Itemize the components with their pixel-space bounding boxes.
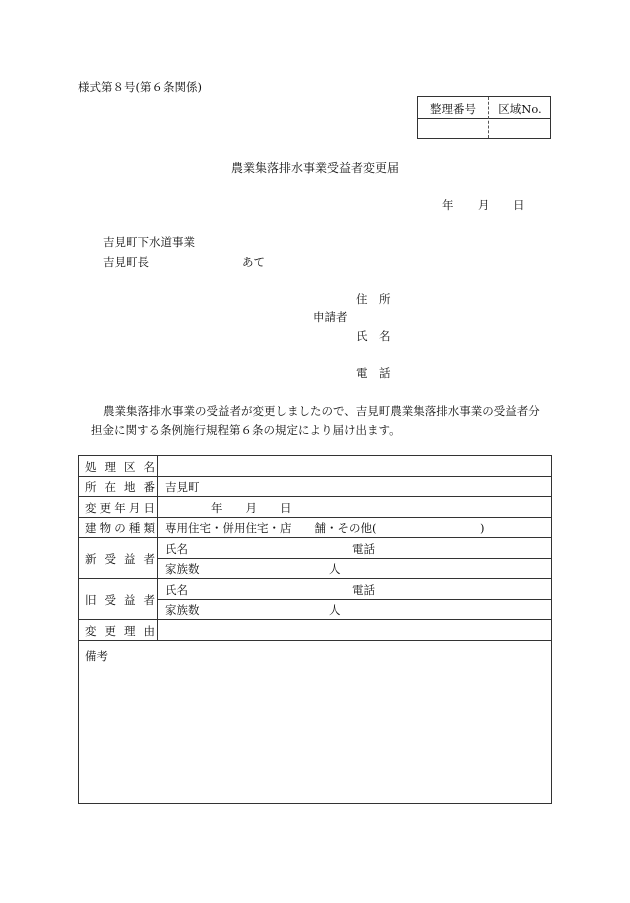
- building-type-options[interactable]: 専用住宅・併用住宅・店 舗・その他( ): [165, 521, 485, 535]
- addressee-line2: 吉見町長: [103, 255, 149, 269]
- processing-area-label: 処理区名: [85, 460, 155, 474]
- old-beneficiary-household-label: 家族数: [165, 603, 200, 617]
- change-date-value[interactable]: 年 月 日: [211, 501, 292, 515]
- old-beneficiary-phone-label: 電話: [352, 583, 375, 597]
- new-beneficiary-people-unit: 人: [329, 562, 341, 576]
- old-beneficiary-label: 旧受益者: [85, 593, 155, 607]
- document-title: 農業集落排水事業受益者変更届: [231, 161, 400, 175]
- applicant-name-label: 氏 名: [356, 329, 391, 343]
- remarks-field[interactable]: [85, 666, 545, 796]
- area-number-label: 区域No.: [498, 102, 542, 116]
- body-text-line2: 担金に関する条例施行規程第６条の規定により届け出ます。: [91, 423, 401, 437]
- new-beneficiary-name-label: 氏名: [165, 542, 188, 556]
- new-beneficiary-household-label: 家族数: [165, 562, 200, 576]
- change-reason-label: 変更理由: [85, 624, 155, 638]
- new-beneficiary-label: 新受益者: [85, 552, 155, 566]
- date-month: 月: [478, 198, 490, 212]
- applicant-phone-label: 電 話: [356, 366, 391, 380]
- new-beneficiary-phone-label: 電話: [352, 542, 375, 556]
- building-type-label: 建物の種類: [85, 521, 155, 535]
- addressee-line1: 吉見町下水道事業: [103, 235, 195, 249]
- location-value[interactable]: 吉見町: [165, 480, 200, 494]
- reference-box: [417, 96, 551, 139]
- form-number: 様式第８号(第６条関係): [78, 80, 202, 94]
- applicant-address-label: 住 所: [356, 292, 391, 306]
- date-year: 年: [442, 198, 454, 212]
- change-date-label: 変更年月日: [85, 501, 155, 515]
- old-beneficiary-name-label: 氏名: [165, 583, 188, 597]
- change-reason-field[interactable]: [165, 623, 545, 639]
- addressee-honorific: あて: [242, 255, 265, 269]
- applicant-label: 申請者: [313, 310, 348, 324]
- old-beneficiary-people-unit: 人: [329, 603, 341, 617]
- body-text-line1: 農業集落排水事業の受益者が変更しましたので、吉見町農業集落排水事業の受益者分: [103, 404, 540, 418]
- remarks-label: 備考: [85, 649, 108, 663]
- location-label: 所在地番: [85, 480, 155, 494]
- date-day: 日: [513, 198, 525, 212]
- reference-number-label: 整理番号: [430, 102, 476, 116]
- beneficiary-change-table: [78, 455, 552, 804]
